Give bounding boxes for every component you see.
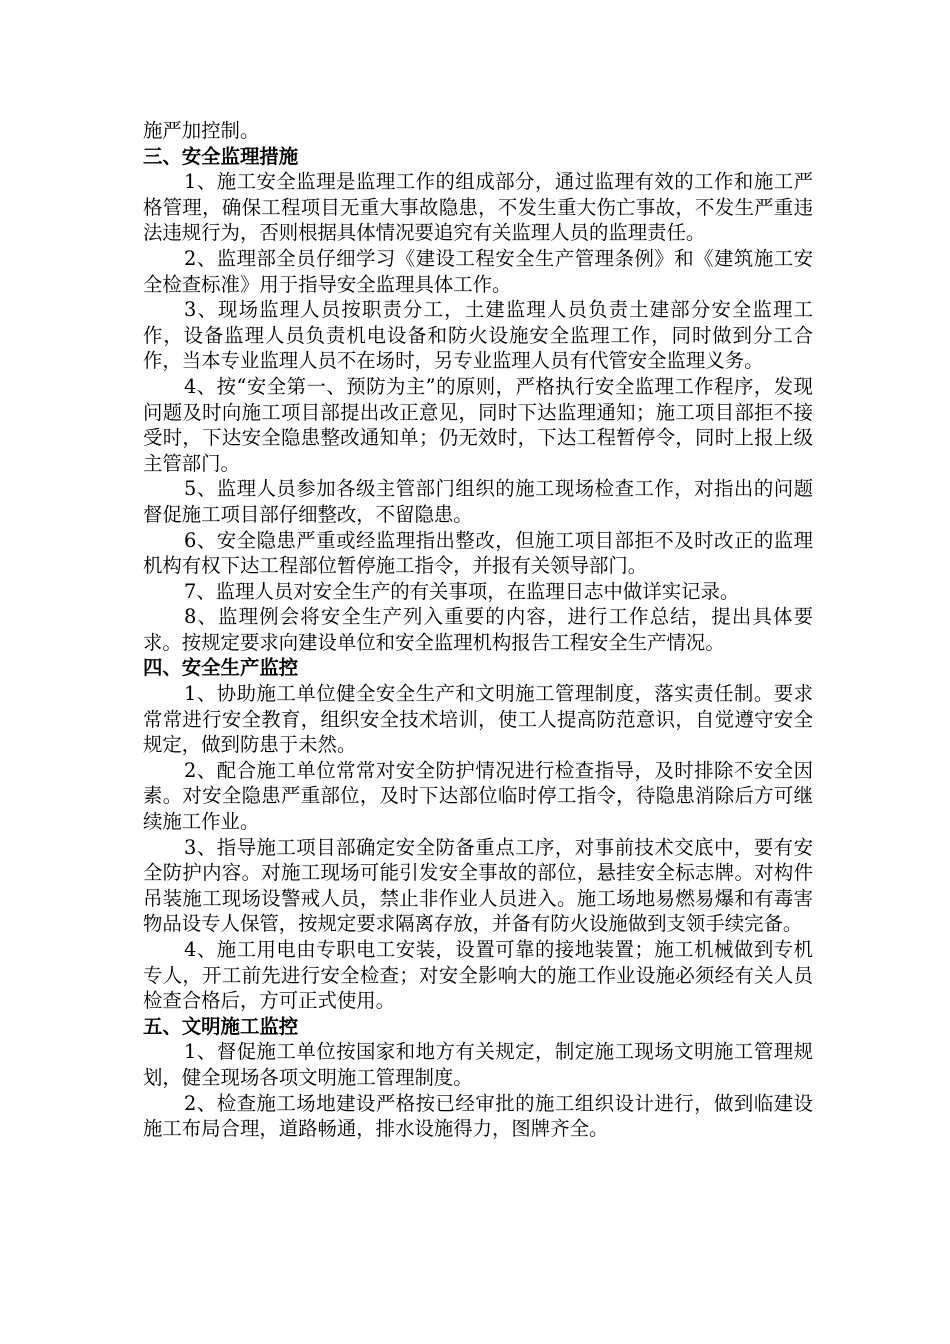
paragraph: 1、施工安全监理是监理工作的组成部分，通过监理有效的工作和施工严格管理，确保工程项目无重大事故隐患，不发生重大伤亡事故，不发生严重违法违规行为，否则根据具体情况要追究有关监理人员的监理责任。 bbox=[143, 170, 813, 245]
section-heading-civilized-construction: 五、文明施工监控 bbox=[143, 1014, 299, 1038]
paragraph: 4、按“安全第一、预防为主”的原则，严格执行安全监理工作程序，发现问题及时向施工项目部提出改正意见，同时下达监理通知；施工项目部拒不接受时，下达安全隐患整改通知单；仍无效时，下达工程暂停令，同时上报上级主管部门。 bbox=[143, 374, 813, 475]
paragraph: 8、监理例会将安全生产列入重要的内容，进行工作总结，提出具体要求。按规定要求向建设单位和安全监理机构报告工程安全生产情况。 bbox=[143, 605, 813, 654]
paragraph: 2、监理部全员仔细学习《建设工程安全生产管理条例》和《建筑施工安全检查标准》用于指导安全监理具体工作。 bbox=[143, 246, 813, 296]
paragraph: 1、协助施工单位健全安全生产和文明施工管理制度，落实责任制。要求常常进行安全教育，组织安全技术培训，使工人提高防范意识，自觉遵守安全规定，做到防患于未然。 bbox=[143, 682, 813, 757]
paragraph: 6、安全隐患严重或经监理指出整改，但施工项目部拒不及时改正的监理机构有权下达工程部位暂停施工指令，并报有关领导部门。 bbox=[143, 528, 813, 578]
paragraph: 2、检查施工场地建设严格按已经审批的施工组织设计进行，做到临建设施工布局合理，道路畅通，排水设施得力，图牌齐全。 bbox=[143, 1091, 813, 1141]
paragraph: 2、配合施工单位常常对安全防护情况进行检查指导，及时排除不安全因素。对安全隐患严重部位，及时下达部位临时停工指令，待隐患消除后方可继续施工作业。 bbox=[143, 758, 813, 834]
opening-fragment: 施严加控制。 bbox=[143, 119, 260, 142]
paragraph: 5、监理人员参加各级主管部门组织的施工现场检查工作，对指出的问题督促施工项目部仔细整改，不留隐患。 bbox=[143, 477, 813, 526]
paragraph: 3、指导施工项目部确定安全防备重点工序，对事前技术交底中，要有安全防护内容。对施工现场可能引发安全事故的部位，悬挂安全标志牌。对构件吊装施工现场设警戒人员，禁止非作业人员进入。施工场地易燃易爆和有毒害物品设专人保管，按规定要求隔离存放，并备有防火设施做到支领手续完备。 bbox=[143, 835, 813, 936]
section-heading-safety-measures: 三、安全监理措施 bbox=[143, 144, 299, 168]
section-heading-safety-production: 四、安全生产监控 bbox=[143, 656, 299, 680]
document-page bbox=[143, 118, 813, 1142]
paragraph: 1、督促施工单位按国家和地方有关规定，制定施工现场文明施工管理规划，健全现场各项文明施工管理制度。 bbox=[143, 1040, 813, 1089]
paragraph: 3、现场监理人员按职责分工，土建监理人员负责土建部分安全监理工作，设备监理人员负责机电设备和防火设施安全监理工作，同时做到分工合作，当本专业监理人员不在场时，另专业监理人员有代管安全监理义务。 bbox=[143, 298, 813, 373]
paragraph: 7、监理人员对安全生产的有关事项，在监理日志中做详实记录。 bbox=[184, 579, 740, 603]
paragraph: 4、施工用电由专职电工安装，设置可靠的接地装置；施工机械做到专机专人，开工前先进行安全检查；对安全影响大的施工作业设施必须经有关人员检查合格后，方可正式使用。 bbox=[143, 938, 813, 1013]
